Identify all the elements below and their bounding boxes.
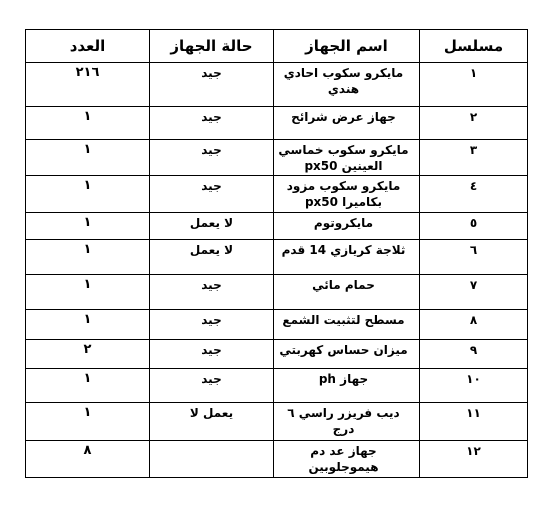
cell-count xyxy=(26,176,150,213)
equipment-table xyxy=(25,29,528,478)
cell-count-text: ١ xyxy=(83,109,92,124)
cell-state-text: جيد xyxy=(201,372,222,386)
cell-state-text: جيد xyxy=(201,110,222,124)
cell-serial xyxy=(420,140,528,176)
cell-count xyxy=(26,310,150,340)
header-count: العدد xyxy=(26,30,150,63)
cell-count-text: ٢ xyxy=(83,342,92,357)
cell-count-text: ١ xyxy=(83,215,92,230)
cell-name-text: مسطح لتثبيت الشمع xyxy=(282,313,405,327)
cell-name-text: جهاز عرض شرائح xyxy=(291,110,396,124)
header-serial: مسلسل xyxy=(420,30,528,63)
table-row xyxy=(26,310,528,340)
cell-serial-text: ٣ xyxy=(469,143,478,157)
cell-count-text: ٨ xyxy=(83,443,92,458)
cell-serial-text: ٥ xyxy=(469,216,478,230)
header-state: حالة الجهاز xyxy=(150,30,274,63)
cell-state-text: جيد xyxy=(201,179,222,193)
cell-count-text: ١ xyxy=(83,178,92,193)
cell-name-text: حمام مائي xyxy=(312,278,375,292)
cell-count-text: ٢١٦ xyxy=(75,65,100,80)
cell-state-text: يعمل لا xyxy=(189,406,234,420)
cell-name-text: جهاز ph xyxy=(318,372,369,386)
table-row xyxy=(26,441,528,478)
cell-state-text xyxy=(150,441,273,443)
table-row xyxy=(26,140,528,176)
cell-name xyxy=(274,107,420,140)
cell-count-text: ١ xyxy=(83,371,92,386)
cell-serial xyxy=(420,240,528,275)
cell-state xyxy=(150,140,274,176)
cell-state-text: جيد xyxy=(201,143,222,157)
cell-state-text: لا يعمل xyxy=(189,216,234,230)
cell-count xyxy=(26,340,150,369)
cell-name xyxy=(274,403,420,441)
cell-serial-text: ٤ xyxy=(469,179,478,193)
cell-serial xyxy=(420,213,528,240)
cell-count xyxy=(26,107,150,140)
cell-name xyxy=(274,176,420,213)
cell-state xyxy=(150,240,274,275)
cell-serial-text: ٨ xyxy=(469,313,478,327)
cell-serial-text: ١٠ xyxy=(466,372,481,386)
cell-count xyxy=(26,63,150,107)
cell-state xyxy=(150,403,274,441)
cell-count-text: ١ xyxy=(83,277,92,292)
cell-name xyxy=(274,369,420,403)
cell-name xyxy=(274,63,420,107)
cell-count-text: ١ xyxy=(83,242,92,257)
table-row xyxy=(26,107,528,140)
cell-count-text: ١ xyxy=(83,142,92,157)
cell-serial xyxy=(420,441,528,478)
cell-serial-text: ١٢ xyxy=(466,444,481,458)
header-name: اسم الجهاز xyxy=(274,30,420,63)
cell-name xyxy=(274,240,420,275)
cell-serial xyxy=(420,63,528,107)
cell-state-text: جيد xyxy=(201,343,222,357)
cell-name xyxy=(274,213,420,240)
cell-name-text: مايكرو سكوب مزود بكاميرا px50 xyxy=(286,179,401,209)
cell-serial xyxy=(420,403,528,441)
cell-name xyxy=(274,441,420,478)
cell-count xyxy=(26,441,150,478)
cell-name-text: جهاز عد دم هيموجلوبين xyxy=(308,444,379,474)
table-row xyxy=(26,213,528,240)
cell-state xyxy=(150,213,274,240)
cell-state xyxy=(150,340,274,369)
cell-name-text: ميزان حساس كهربتي xyxy=(279,343,408,357)
cell-serial-text: ٩ xyxy=(469,343,478,357)
cell-count xyxy=(26,213,150,240)
cell-state xyxy=(150,310,274,340)
cell-serial xyxy=(420,340,528,369)
cell-count xyxy=(26,140,150,176)
cell-state xyxy=(150,369,274,403)
cell-name-text: ثلاجة كريازي 14 قدم xyxy=(281,243,406,257)
cell-state-text: جيد xyxy=(201,66,222,80)
cell-count xyxy=(26,240,150,275)
cell-count-text: ١ xyxy=(83,312,92,327)
table-row xyxy=(26,340,528,369)
cell-state-text: لا يعمل xyxy=(189,243,234,257)
cell-name-text: ديب فريزر راسي ٦ درج xyxy=(287,406,400,436)
cell-name xyxy=(274,140,420,176)
cell-state xyxy=(150,107,274,140)
cell-state xyxy=(150,63,274,107)
cell-name xyxy=(274,275,420,310)
cell-serial xyxy=(420,275,528,310)
cell-count xyxy=(26,369,150,403)
table-row xyxy=(26,275,528,310)
cell-serial-text: ٦ xyxy=(469,243,478,257)
cell-state-text: جيد xyxy=(201,313,222,327)
cell-name xyxy=(274,340,420,369)
cell-state xyxy=(150,176,274,213)
cell-count xyxy=(26,403,150,441)
cell-serial-text: ١١ xyxy=(466,406,481,420)
cell-count-text: ١ xyxy=(83,405,92,420)
cell-serial-text: ٧ xyxy=(469,278,478,292)
table-row xyxy=(26,403,528,441)
cell-count xyxy=(26,275,150,310)
cell-state xyxy=(150,441,274,478)
cell-name xyxy=(274,310,420,340)
cell-serial xyxy=(420,310,528,340)
cell-state xyxy=(150,275,274,310)
table-row xyxy=(26,369,528,403)
cell-serial-text: ٢ xyxy=(469,110,478,124)
cell-serial-text: ١ xyxy=(469,66,478,80)
table-row xyxy=(26,176,528,213)
cell-name-text: مايكروتوم xyxy=(313,216,374,230)
table-row xyxy=(26,63,528,107)
header-row xyxy=(26,30,528,63)
cell-name-text: مايكرو سكوب خماسي العينين px50 xyxy=(278,143,409,173)
cell-serial xyxy=(420,107,528,140)
table-row xyxy=(26,240,528,275)
cell-serial xyxy=(420,369,528,403)
cell-serial xyxy=(420,176,528,213)
cell-state-text: جيد xyxy=(201,278,222,292)
cell-name-text: مايكرو سكوب احادي هندي xyxy=(283,66,404,96)
